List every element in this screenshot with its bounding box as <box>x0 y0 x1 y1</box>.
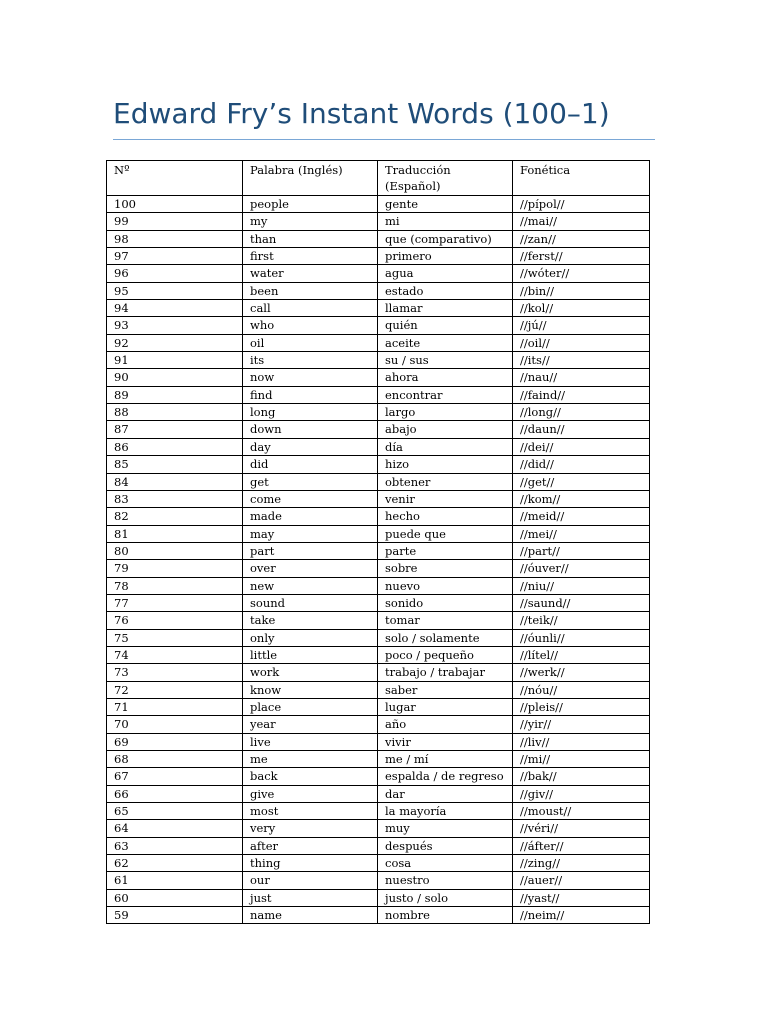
document-title: Edward Fry’s Instant Words (100–1) <box>113 97 610 130</box>
cell-phonetic: //part// <box>513 542 650 559</box>
cell-phonetic: //zing// <box>513 855 650 872</box>
cell-english-word: most <box>243 803 378 820</box>
cell-number: 73 <box>107 664 243 681</box>
cell-number: 60 <box>107 889 243 906</box>
table-row <box>107 196 650 213</box>
table-row <box>107 629 650 646</box>
cell-english-word: water <box>243 265 378 282</box>
cell-english-word: part <box>243 542 378 559</box>
table-row <box>107 317 650 334</box>
cell-phonetic: //werk// <box>513 664 650 681</box>
table-row <box>107 872 650 889</box>
table-row <box>107 681 650 698</box>
cell-spanish-translation: solo / solamente <box>378 629 513 646</box>
table-row <box>107 421 650 438</box>
cell-phonetic: //kom// <box>513 490 650 507</box>
cell-spanish-translation: abajo <box>378 421 513 438</box>
cell-phonetic: //yast// <box>513 889 650 906</box>
cell-spanish-translation: vivir <box>378 733 513 750</box>
cell-number: 92 <box>107 334 243 351</box>
table-row <box>107 733 650 750</box>
cell-spanish-translation: su / sus <box>378 352 513 369</box>
table-row <box>107 837 650 854</box>
cell-english-word: been <box>243 282 378 299</box>
cell-number: 67 <box>107 768 243 785</box>
table-row <box>107 282 650 299</box>
instant-words-table <box>106 160 650 924</box>
table-row <box>107 820 650 837</box>
cell-number: 93 <box>107 317 243 334</box>
cell-spanish-translation: nombre <box>378 907 513 924</box>
cell-phonetic: //mai// <box>513 213 650 230</box>
cell-phonetic: //liv// <box>513 733 650 750</box>
table-header <box>107 161 650 196</box>
header-english-word: Palabra (Inglés) <box>243 161 378 196</box>
cell-number: 61 <box>107 872 243 889</box>
cell-phonetic: //teik// <box>513 612 650 629</box>
cell-english-word: its <box>243 352 378 369</box>
cell-phonetic: //dei// <box>513 438 650 455</box>
cell-english-word: thing <box>243 855 378 872</box>
cell-english-word: know <box>243 681 378 698</box>
cell-number: 98 <box>107 230 243 247</box>
table-row <box>107 473 650 490</box>
cell-spanish-translation: puede que <box>378 525 513 542</box>
cell-phonetic: //yir// <box>513 716 650 733</box>
table-row <box>107 508 650 525</box>
cell-number: 72 <box>107 681 243 698</box>
cell-phonetic: //moust// <box>513 803 650 820</box>
cell-english-word: just <box>243 889 378 906</box>
cell-spanish-translation: año <box>378 716 513 733</box>
table-row <box>107 889 650 906</box>
cell-number: 66 <box>107 785 243 802</box>
cell-number: 90 <box>107 369 243 386</box>
table-row <box>107 490 650 507</box>
cell-number: 74 <box>107 646 243 663</box>
cell-number: 81 <box>107 525 243 542</box>
cell-phonetic: //pípol// <box>513 196 650 213</box>
cell-spanish-translation: hecho <box>378 508 513 525</box>
cell-phonetic: //wóter// <box>513 265 650 282</box>
cell-phonetic: //niu// <box>513 577 650 594</box>
cell-spanish-translation: parte <box>378 542 513 559</box>
cell-english-word: name <box>243 907 378 924</box>
cell-english-word: who <box>243 317 378 334</box>
table-row <box>107 907 650 924</box>
header-row <box>107 161 650 196</box>
cell-spanish-translation: la mayoría <box>378 803 513 820</box>
table-row <box>107 768 650 785</box>
cell-spanish-translation: ahora <box>378 369 513 386</box>
cell-english-word: give <box>243 785 378 802</box>
cell-english-word: did <box>243 456 378 473</box>
cell-phonetic: //mei// <box>513 525 650 542</box>
table-row <box>107 456 650 473</box>
cell-phonetic: //pleis// <box>513 698 650 715</box>
cell-spanish-translation: dar <box>378 785 513 802</box>
title-underline <box>113 139 655 140</box>
cell-phonetic: //faind// <box>513 386 650 403</box>
cell-number: 95 <box>107 282 243 299</box>
cell-phonetic: //ferst// <box>513 248 650 265</box>
table-row <box>107 612 650 629</box>
cell-number: 99 <box>107 213 243 230</box>
cell-spanish-translation: mi <box>378 213 513 230</box>
cell-english-word: sound <box>243 594 378 611</box>
cell-spanish-translation: quién <box>378 317 513 334</box>
cell-number: 69 <box>107 733 243 750</box>
cell-phonetic: //get// <box>513 473 650 490</box>
cell-spanish-translation: nuestro <box>378 872 513 889</box>
cell-english-word: may <box>243 525 378 542</box>
table-row <box>107 542 650 559</box>
cell-phonetic: //óunli// <box>513 629 650 646</box>
table-row <box>107 785 650 802</box>
cell-number: 88 <box>107 404 243 421</box>
header-number: Nº <box>107 161 243 196</box>
table-row <box>107 751 650 768</box>
cell-spanish-translation: que (comparativo) <box>378 230 513 247</box>
cell-number: 100 <box>107 196 243 213</box>
cell-english-word: live <box>243 733 378 750</box>
table-row <box>107 230 650 247</box>
cell-number: 78 <box>107 577 243 594</box>
table-row <box>107 248 650 265</box>
cell-phonetic: //nóu// <box>513 681 650 698</box>
cell-english-word: call <box>243 300 378 317</box>
cell-english-word: me <box>243 751 378 768</box>
cell-phonetic: //long// <box>513 404 650 421</box>
cell-phonetic: //its// <box>513 352 650 369</box>
cell-english-word: year <box>243 716 378 733</box>
cell-english-word: find <box>243 386 378 403</box>
cell-english-word: after <box>243 837 378 854</box>
cell-phonetic: //nau// <box>513 369 650 386</box>
table-row <box>107 716 650 733</box>
cell-spanish-translation: me / mí <box>378 751 513 768</box>
cell-phonetic: //neim// <box>513 907 650 924</box>
cell-phonetic: //daun// <box>513 421 650 438</box>
cell-number: 84 <box>107 473 243 490</box>
cell-phonetic: //bak// <box>513 768 650 785</box>
cell-number: 96 <box>107 265 243 282</box>
cell-phonetic: //zan// <box>513 230 650 247</box>
cell-english-word: new <box>243 577 378 594</box>
cell-number: 85 <box>107 456 243 473</box>
cell-spanish-translation: saber <box>378 681 513 698</box>
cell-english-word: down <box>243 421 378 438</box>
table-row <box>107 265 650 282</box>
cell-english-word: get <box>243 473 378 490</box>
cell-phonetic: //kol// <box>513 300 650 317</box>
header-phonetic: Fonética <box>513 161 650 196</box>
cell-english-word: oil <box>243 334 378 351</box>
cell-english-word: long <box>243 404 378 421</box>
table-row <box>107 213 650 230</box>
cell-english-word: first <box>243 248 378 265</box>
cell-number: 70 <box>107 716 243 733</box>
cell-spanish-translation: obtener <box>378 473 513 490</box>
cell-english-word: my <box>243 213 378 230</box>
cell-phonetic: //véri// <box>513 820 650 837</box>
table-row <box>107 438 650 455</box>
cell-english-word: little <box>243 646 378 663</box>
table-row <box>107 386 650 403</box>
cell-number: 76 <box>107 612 243 629</box>
cell-phonetic: //oil// <box>513 334 650 351</box>
cell-english-word: day <box>243 438 378 455</box>
cell-number: 83 <box>107 490 243 507</box>
cell-phonetic: //áfter// <box>513 837 650 854</box>
cell-spanish-translation: poco / pequeño <box>378 646 513 663</box>
cell-spanish-translation: cosa <box>378 855 513 872</box>
cell-spanish-translation: venir <box>378 490 513 507</box>
cell-spanish-translation: sobre <box>378 560 513 577</box>
cell-phonetic: //mi// <box>513 751 650 768</box>
cell-phonetic: //did// <box>513 456 650 473</box>
cell-number: 62 <box>107 855 243 872</box>
cell-spanish-translation: gente <box>378 196 513 213</box>
cell-english-word: take <box>243 612 378 629</box>
cell-english-word: people <box>243 196 378 213</box>
cell-english-word: back <box>243 768 378 785</box>
cell-spanish-translation: justo / solo <box>378 889 513 906</box>
cell-number: 97 <box>107 248 243 265</box>
cell-spanish-translation: nuevo <box>378 577 513 594</box>
cell-spanish-translation: estado <box>378 282 513 299</box>
table-row <box>107 577 650 594</box>
cell-phonetic: //bin// <box>513 282 650 299</box>
cell-phonetic: //lítel// <box>513 646 650 663</box>
cell-number: 89 <box>107 386 243 403</box>
cell-spanish-translation: espalda / de regreso <box>378 768 513 785</box>
header-spanish-translation: Traducción (Español) <box>378 161 513 196</box>
cell-number: 65 <box>107 803 243 820</box>
cell-spanish-translation: hizo <box>378 456 513 473</box>
cell-spanish-translation: aceite <box>378 334 513 351</box>
cell-number: 79 <box>107 560 243 577</box>
table-row <box>107 855 650 872</box>
cell-number: 59 <box>107 907 243 924</box>
cell-spanish-translation: sonido <box>378 594 513 611</box>
cell-english-word: only <box>243 629 378 646</box>
cell-english-word: our <box>243 872 378 889</box>
cell-number: 63 <box>107 837 243 854</box>
table-row <box>107 803 650 820</box>
cell-english-word: come <box>243 490 378 507</box>
cell-number: 82 <box>107 508 243 525</box>
table-body <box>107 196 650 924</box>
cell-english-word: very <box>243 820 378 837</box>
cell-phonetic: //auer// <box>513 872 650 889</box>
cell-number: 86 <box>107 438 243 455</box>
table-row <box>107 594 650 611</box>
cell-number: 75 <box>107 629 243 646</box>
cell-number: 68 <box>107 751 243 768</box>
cell-phonetic: //saund// <box>513 594 650 611</box>
cell-spanish-translation: trabajo / trabajar <box>378 664 513 681</box>
cell-english-word: made <box>243 508 378 525</box>
cell-english-word: now <box>243 369 378 386</box>
table-row <box>107 369 650 386</box>
cell-spanish-translation: encontrar <box>378 386 513 403</box>
cell-number: 71 <box>107 698 243 715</box>
table-row <box>107 334 650 351</box>
cell-number: 87 <box>107 421 243 438</box>
cell-spanish-translation: agua <box>378 265 513 282</box>
cell-number: 77 <box>107 594 243 611</box>
cell-number: 64 <box>107 820 243 837</box>
cell-english-word: work <box>243 664 378 681</box>
cell-phonetic: //jú// <box>513 317 650 334</box>
table-row <box>107 646 650 663</box>
cell-spanish-translation: tomar <box>378 612 513 629</box>
cell-spanish-translation: lugar <box>378 698 513 715</box>
table-row <box>107 560 650 577</box>
table-row <box>107 352 650 369</box>
cell-english-word: than <box>243 230 378 247</box>
cell-spanish-translation: largo <box>378 404 513 421</box>
table-row <box>107 525 650 542</box>
table-row <box>107 300 650 317</box>
table-row <box>107 664 650 681</box>
cell-phonetic: //giv// <box>513 785 650 802</box>
cell-spanish-translation: llamar <box>378 300 513 317</box>
cell-spanish-translation: día <box>378 438 513 455</box>
cell-english-word: place <box>243 698 378 715</box>
cell-number: 94 <box>107 300 243 317</box>
cell-number: 80 <box>107 542 243 559</box>
cell-english-word: over <box>243 560 378 577</box>
cell-phonetic: //meid// <box>513 508 650 525</box>
table-row <box>107 404 650 421</box>
cell-spanish-translation: primero <box>378 248 513 265</box>
cell-spanish-translation: después <box>378 837 513 854</box>
table-row <box>107 698 650 715</box>
cell-phonetic: //óuver// <box>513 560 650 577</box>
cell-spanish-translation: muy <box>378 820 513 837</box>
cell-number: 91 <box>107 352 243 369</box>
